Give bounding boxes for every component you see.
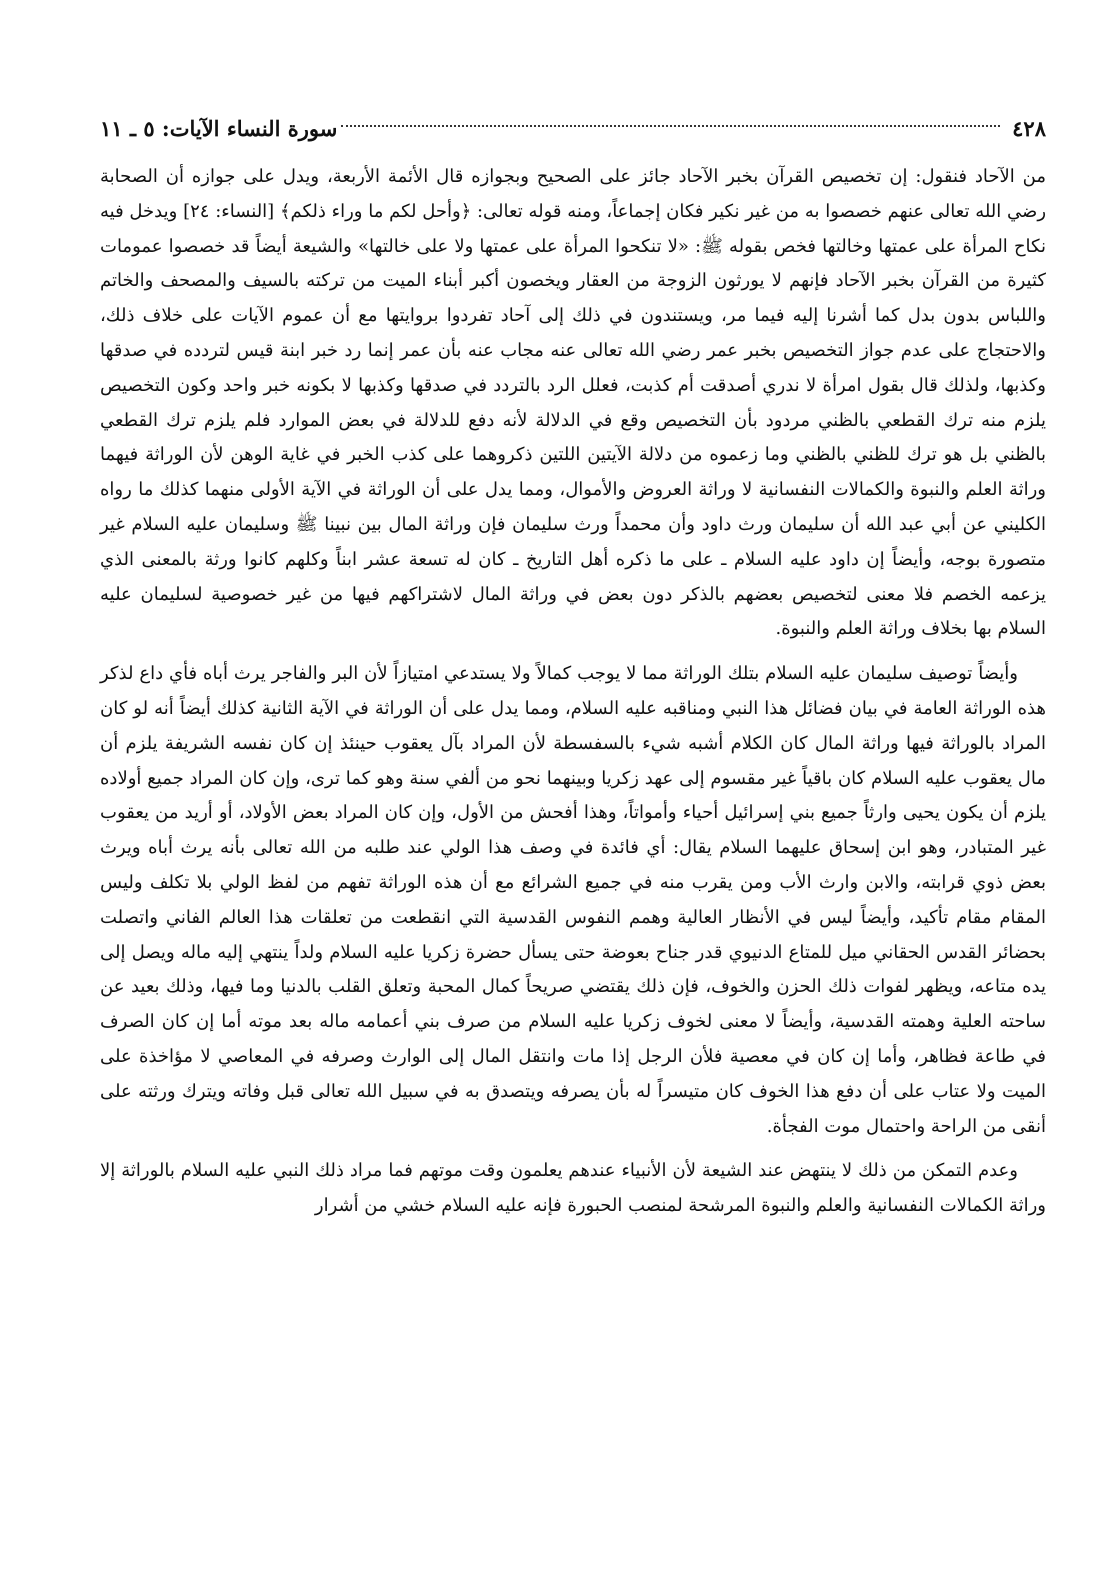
paragraph-1: من الآحاد فنقول: إن تخصيص القرآن بخبر الآحاد جائز على الصحيح وبجوازه قال الأئمة الأربعة، ويدل على جوازه أن الصحابة رضي الله تعالى عنهم خصصوا به من غير نكير فكان إجماعاً، ومنه قوله تعالى: ﴿وأحل لكم ما وراء ذلكم﴾ [النساء: ٢٤] ويدخل فيه نكاح المرأة على عمتها وخالتها فخص بقوله ﷺ: «لا تنكحوا المرأة على عمتها ولا على خالتها» والشيعة أيضاً قد خصصوا عمومات كثيرة من القرآن بخبر الآحاد فإنهم لا يورثون الزوجة من العقار ويخصون أكبر أبناء الميت من تركته بالسيف والمصحف والخاتم واللباس بدون بدل كما أشرنا إليه فيما مر، ويستندون في ذلك إلى آحاد تفردوا بروايتها مع أن عموم الآيات على خلاف ذلك، والاحتجاج على عدم جواز التخصيص بخبر عمر رضي الله تعالى عنه مجاب عنه بأن عمر إنما رد خبر ابنة قيس لتردده في صدقها وكذبها، ولذلك قال بقول امرأة لا ندري أصدقت أم كذبت، فعلل الرد بالتردد في صدقها وكذبها لا بكونه خبر واحد وكون التخصيص يلزم منه ترك القطعي بالظني مردود بأن التخصيص وقع في الدلالة لأنه دفع للدلالة في بعض الموارد فلم يلزم ترك القطعي بالظني بل هو ترك للظني بالظني وما زعموه من دلالة الآيتين اللتين ذكروهما على كذب الخبر في غاية الوهن لأن الوراثة فيهما وراثة العلم والنبوة والكمالات النفسانية لا وراثة العروض والأموال، ومما يدل على أن الوراثة في الآية الأولى منهما كذلك ما رواه الكليني عن أبي عبد الله أن سليمان ورث داود وأن محمداً ورث سليمان فإن وراثة المال بين نبينا ﷺ وسليمان عليه السلام غير متصورة بوجه، وأيضاً إن داود عليه السلام ـ على ما ذكره أهل التاريخ ـ كان له تسعة عشر ابناً وكلهم كانوا ورثة بالمعنى الذي يزعمه الخصم فلا معنى لتخصيص بعضهم بالذكر دون بعض في وراثة المال لاشتراكهم فيها من غير خصوصية لسليمان عليه السلام بها بخلاف وراثة العلم والنبوة. xyxy=(100,166,1047,640)
main-text xyxy=(100,160,1046,1224)
running-header xyxy=(100,108,1046,148)
header-dotted-leader xyxy=(341,124,1000,127)
chapter-title: سورة النساء الآيات: ٥ ـ ١١ xyxy=(100,115,338,141)
paragraph-3: وعدم التمكن من ذلك لا ينتهض عند الشيعة لأن الأنبياء عندهم يعلمون وقت موتهم فما مراد ذلك النبي عليه السلام بالوراثة إلا وراثة الكمالات النفسانية والعلم والنبوة المرشحة لمنصب الحبورة فإنه عليه السلام خشي من أشرار xyxy=(100,1160,1046,1217)
paragraph-2: وأيضاً توصيف سليمان عليه السلام بتلك الوراثة مما لا يوجب كمالاً ولا يستدعي امتيازاً لأن البر والفاجر يرث أباه فأي داع لذكر هذه الوراثة العامة في بيان فضائل هذا النبي ومناقبه عليه السلام، ومما يدل على أن الوراثة في الآية الثانية كذلك أيضاً أنه لو كان المراد بالوراثة فيها وراثة المال كان الكلام أشبه شيء بالسفسطة لأن المراد بآل يعقوب حينئذ إن كان نفسه الشريفة يلزم أن مال يعقوب عليه السلام كان باقياً غير مقسوم إلى عهد زكريا وبينهما نحو من ألفي سنة وهو كما ترى، وإن كان المراد جميع أولاده يلزم أن يكون يحيى وارثاً جميع بني إسرائيل أحياء وأمواتاً، وهذا أفحش من الأول، وإن كان المراد بعض الأولاد، أو أريد من يعقوب غير المتبادر، وهو ابن إسحاق عليهما السلام يقال: أي فائدة في وصف هذا الولي عند طلبه من الله تعالى بأنه يرث أباه ويرث بعض ذوي قرابته، والابن وارث الأب ومن يقرب منه في جميع الشرائع مع أن هذه الوراثة تفهم من لفظ الولي بلا تكلف وليس المقام مقام تأكيد، وأيضاً ليس في الأنظار العالية وهمم النفوس القدسية التي انقطعت من تعلقات هذا العالم الفاني واتصلت بحضائر القدس الحقاني ميل للمتاع الدنيوي قدر جناح بعوضة حتى يسأل حضرة زكريا عليه السلام ولداً ينتهي إليه ماله ويصل إلى يده متاعه، ويظهر لفوات ذلك الحزن والخوف، فإن ذلك يقتضي صريحاً كمال المحبة وتعلق القلب بالدنيا وما فيها، وذلك بعيد عن ساحته العلية وهمته القدسية، وأيضاً لا معنى لخوف زكريا عليه السلام من صرف بني أعمامه ماله بعد موته أما إن كان الصرف في طاعة فظاهر، وأما إن كان في معصية فلأن الرجل إذا مات وانتقل المال إلى الوارث وصرفه في المعاصي لا مؤاخذة على الميت ولا عتاب على أن دفع هذا الخوف كان متيسراً له بأن يصرفه ويتصدق به في سبيل الله تعالى قبل وفاته ويترك ورثته على أنقى من الراحة واحتمال موت الفجأة. xyxy=(100,663,1046,1137)
page-number: ٤٢٨ xyxy=(1012,115,1046,141)
